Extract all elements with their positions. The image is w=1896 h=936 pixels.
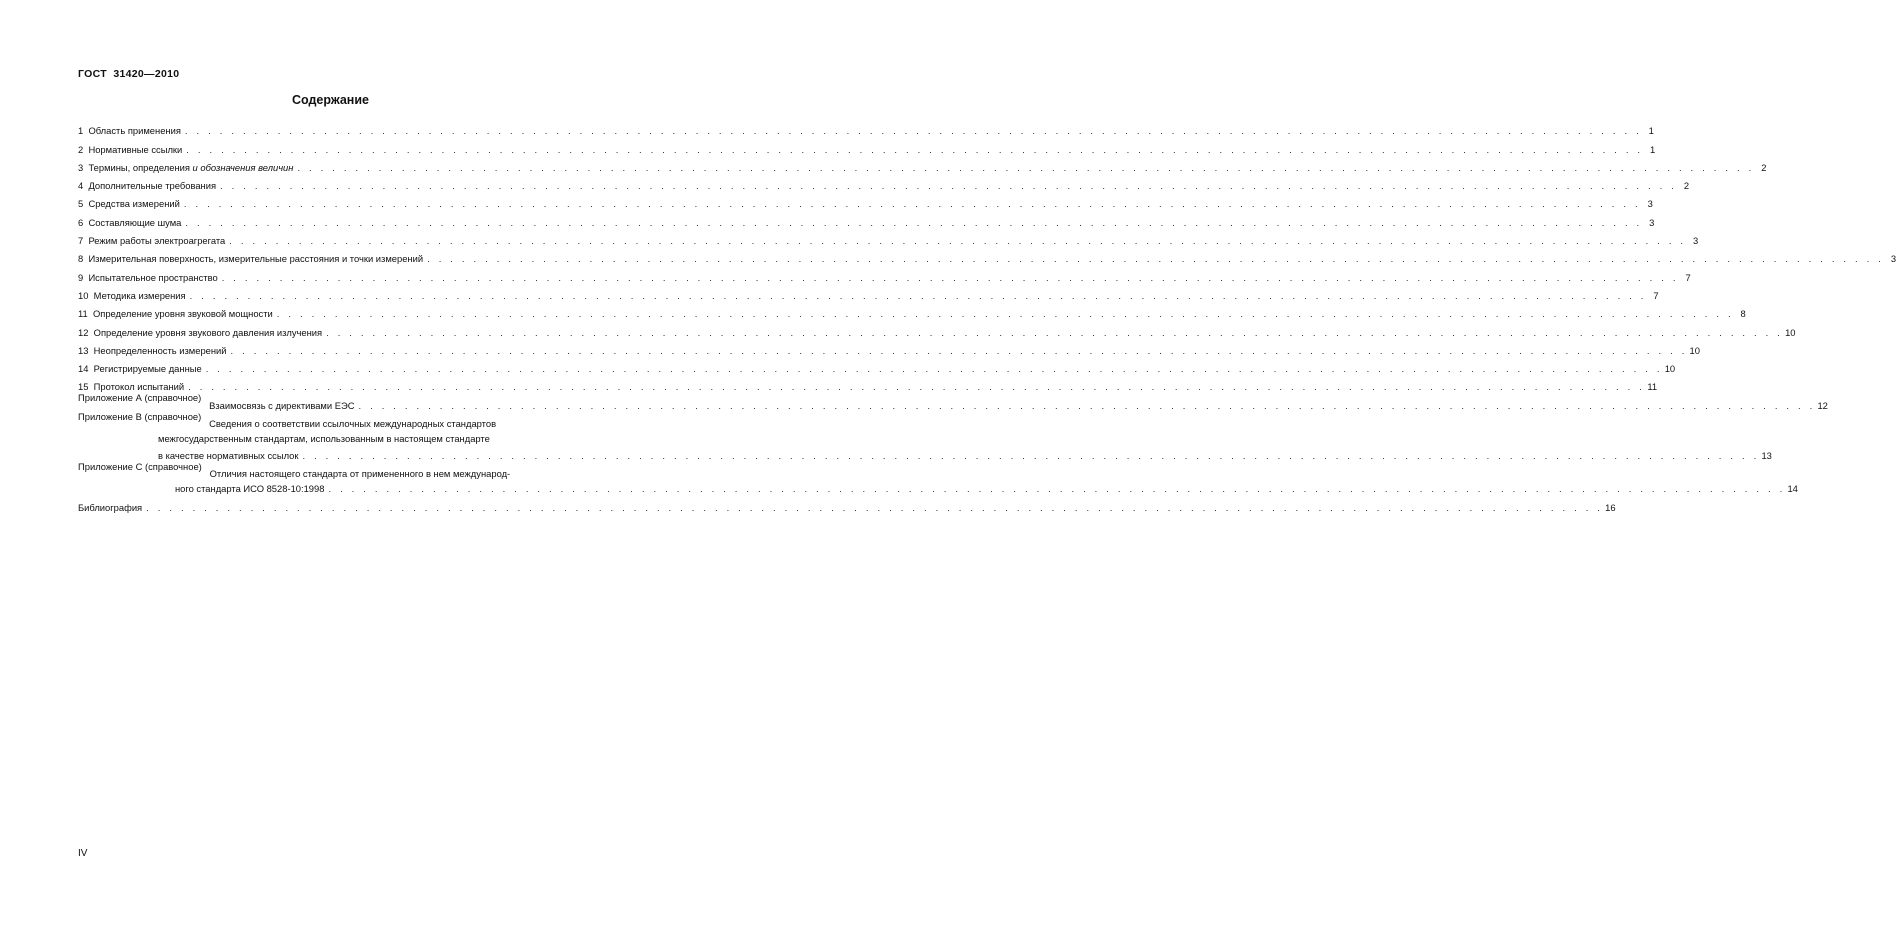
leader-dots xyxy=(302,450,1759,461)
toc-entry-page: 3 xyxy=(1890,253,1896,265)
toc-title: Содержание xyxy=(291,93,369,107)
toc-entry-number: 8 xyxy=(78,253,84,265)
toc-entry-page: 1 xyxy=(1648,125,1654,137)
toc-entry-text: Термины, определения xyxy=(88,161,190,173)
toc-entry-text: Режим работы электроагрегата xyxy=(88,235,226,247)
toc-entry-text: Методика измерения xyxy=(93,289,186,301)
toc-entry-number: 1 xyxy=(78,125,84,137)
toc-entry-page: 3 xyxy=(1647,198,1653,210)
leader-dots xyxy=(297,162,1754,173)
toc-entry-5[interactable] xyxy=(78,191,1653,210)
toc-entry-9[interactable] xyxy=(78,264,1691,283)
toc-entry-number: 14 xyxy=(78,363,89,375)
toc-entry-12[interactable] xyxy=(78,319,1796,338)
toc-entry-number: 4 xyxy=(78,180,84,192)
toc-entry-text: Определение уровня звуковой мощности xyxy=(92,308,273,320)
leader-dots xyxy=(222,272,1679,283)
toc-entry-text: Нормативные ссылки xyxy=(88,143,183,155)
toc-entry-2[interactable] xyxy=(78,136,1656,155)
toc-appendix-c-cont xyxy=(78,479,1798,495)
toc-entry-text: Протокол испытаний xyxy=(93,381,185,393)
leader-dots xyxy=(231,345,1688,356)
toc-entry-page: 3 xyxy=(1693,235,1699,247)
toc-entry-page: 2 xyxy=(1761,161,1767,173)
appendix-prefix: Приложение В (справочное) xyxy=(78,410,202,422)
leader-dots xyxy=(186,144,1643,155)
leader-dots xyxy=(190,290,1647,301)
appendix-title-line: ного стандарта ИСО 8528-10:1998 xyxy=(175,483,325,495)
leader-dots xyxy=(188,381,1645,392)
leader-dots xyxy=(328,483,1785,494)
toc-entry-page: 12 xyxy=(1817,399,1828,411)
toc-entry-14[interactable] xyxy=(78,356,1676,375)
toc-entry-15[interactable] xyxy=(78,374,1658,393)
toc-entry-8[interactable] xyxy=(78,246,1896,265)
toc-entry-text: Регистрируемые данные xyxy=(93,363,202,375)
page-number: IV xyxy=(78,848,88,859)
toc-entry-4[interactable] xyxy=(78,173,1690,192)
toc-entry-page: 10 xyxy=(1785,326,1796,338)
appendix-title-line: Сведения о соответствии ссылочных международных стандартов xyxy=(209,418,497,430)
toc-entry-number: 6 xyxy=(78,216,84,228)
toc-entry-page: 11 xyxy=(1647,381,1658,393)
toc-entry-text: Средства измерений xyxy=(88,198,180,210)
appendix-title-line: в качестве нормативных ссылок xyxy=(158,450,299,462)
toc-entry-number: 12 xyxy=(78,326,89,338)
leader-dots xyxy=(146,502,1603,513)
toc-appendix-b-cont xyxy=(78,444,1772,462)
leader-dots xyxy=(184,198,1641,209)
toc-entry-number: 5 xyxy=(78,198,84,210)
leader-dots xyxy=(358,400,1815,411)
table-of-contents xyxy=(78,118,1896,513)
toc-entry-page: 3 xyxy=(1649,216,1655,228)
toc-entry-text: Неопределенность измерений xyxy=(93,344,227,356)
toc-bibliography[interactable] xyxy=(78,494,1616,513)
toc-entry-text-italic: и обозначения величин xyxy=(189,161,294,173)
toc-entry-number: 3 xyxy=(78,161,84,173)
toc-entry-number: 7 xyxy=(78,235,84,247)
toc-entry-10[interactable] xyxy=(78,283,1659,301)
toc-entry-number: 11 xyxy=(78,308,88,320)
leader-dots xyxy=(277,308,1734,319)
toc-entry-7[interactable] xyxy=(78,228,1699,247)
leader-dots xyxy=(326,327,1783,338)
document-header: ГОСТ 31420—2010 xyxy=(78,68,180,80)
toc-entry-number: 9 xyxy=(78,271,84,283)
toc-appendix-b[interactable] xyxy=(78,411,614,429)
toc-entry-text: Измерительная поверхность, измерительные расстояния и точки измерений xyxy=(88,253,424,265)
leader-dots xyxy=(427,253,1884,264)
toc-entry-text: Библиография xyxy=(78,501,143,513)
toc-entry-text: Область применения xyxy=(88,125,181,137)
toc-entry-11[interactable] xyxy=(78,301,1746,320)
appendix-title-line: Отличия настоящего стандарта от примененного в нем международ- xyxy=(209,468,511,480)
leader-dots xyxy=(185,217,1642,228)
appendix-prefix: Приложение С (справочное) xyxy=(78,461,202,473)
toc-entry-page: 1 xyxy=(1650,143,1656,155)
toc-entry-text: Дополнительные требования xyxy=(88,180,217,192)
appendix-title: Взаимосвязь с директивами ЕЭС xyxy=(209,399,355,411)
toc-entry-page: 7 xyxy=(1653,289,1659,301)
toc-entry-6[interactable] xyxy=(78,209,1655,228)
toc-entry-number: 15 xyxy=(78,381,89,393)
toc-entry-page: 2 xyxy=(1683,180,1690,192)
toc-entry-page: 10 xyxy=(1664,363,1676,375)
toc-entry-page: 10 xyxy=(1689,344,1700,356)
toc-entry-text: Определение уровня звукового давления излучения xyxy=(93,326,323,338)
toc-entry-3[interactable] xyxy=(78,155,1767,173)
appendix-prefix: Приложение А (справочное) xyxy=(78,392,202,404)
toc-entry-page: 7 xyxy=(1685,271,1691,283)
appendix-title-line: межгосударственным стандартам, использованным в настоящем стандарте xyxy=(158,433,490,445)
toc-entry-page: 13 xyxy=(1761,450,1772,462)
toc-entry-number: 10 xyxy=(78,289,89,301)
toc-entry-number: 2 xyxy=(78,143,84,155)
leader-dots xyxy=(185,125,1642,136)
toc-appendix-a[interactable] xyxy=(78,392,1828,411)
leader-dots xyxy=(220,180,1677,191)
toc-appendix-c[interactable] xyxy=(78,461,614,479)
toc-appendix-b-cont xyxy=(78,429,614,444)
toc-entry-text: Испытательное пространство xyxy=(88,271,218,283)
toc-entry-page: 16 xyxy=(1605,501,1616,513)
leader-dots xyxy=(229,235,1686,246)
toc-entry-number: 13 xyxy=(78,344,89,356)
toc-entry-1[interactable] xyxy=(78,118,1654,137)
leader-dots xyxy=(206,363,1663,374)
toc-entry-text: Составляющие шума xyxy=(88,216,182,228)
toc-entry-page: 14 xyxy=(1787,483,1798,495)
toc-entry-page: 8 xyxy=(1740,308,1746,320)
toc-entry-13[interactable] xyxy=(78,338,1700,356)
